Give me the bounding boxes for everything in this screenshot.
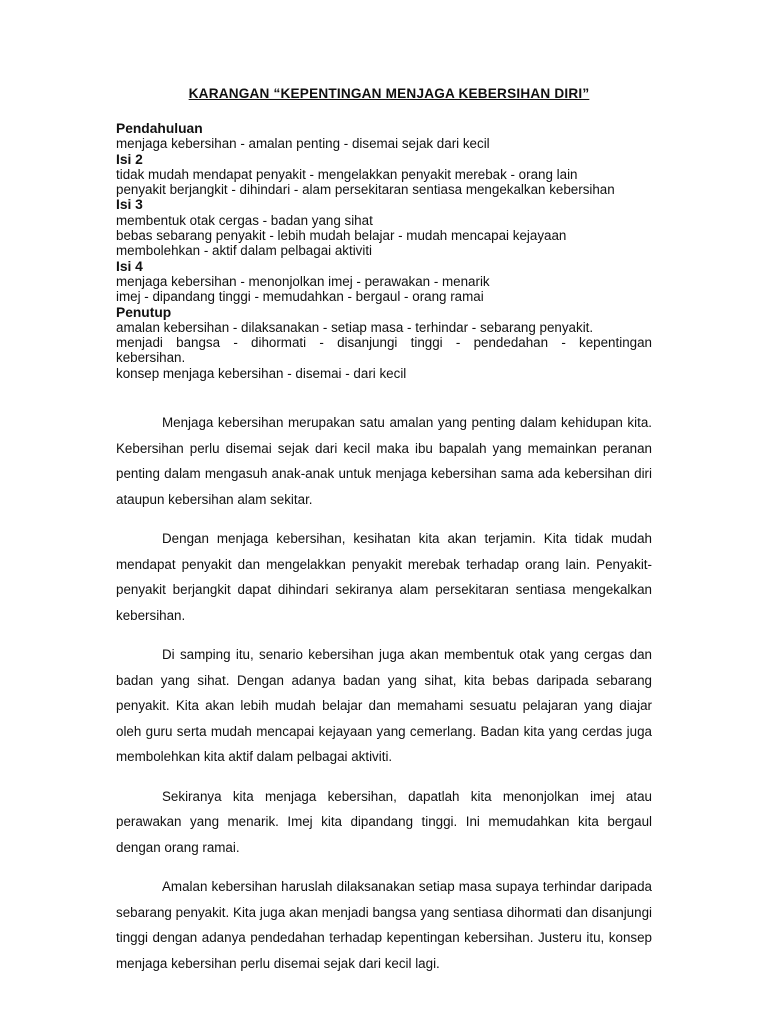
outline-heading: Pendahuluan	[116, 121, 203, 136]
essay-paragraph-introduction: Menjaga kebersihan merupakan satu amalan yang penting dalam kehidupan kita. Kebersihan perlu disemai sejak dari kecil maka ibu bapalah yang memainkan peranan penting dalam mengasuh anak-anak untuk menjaga kebersihan sama ada kebersihan diri ataupun kebersihan alam sekitar.	[116, 415, 652, 507]
outline-heading: Isi 3	[116, 197, 143, 213]
outline-section-isi-3	[116, 197, 652, 258]
outline-section-isi-2	[116, 152, 652, 198]
outline-heading: Isi 2	[116, 151, 143, 167]
essay-paragraph-conclusion: Amalan kebersihan haruslah dilaksanakan setiap masa supaya terhindar daripada sebarang penyakit. Kita juga akan menjadi bangsa yang sentiasa dihormati dan disanjungi tinggi dengan adanya pendedahan terhadap kepentingan kebersihan. Justeru itu, konsep menjaga kebersihan perlu disemai sejak dari kecil lagi.	[116, 879, 652, 971]
essay-title: KARANGAN “KEPENTINGAN MENJAGA KEBERSIHAN DIRI”	[188, 86, 590, 101]
outline-heading: Isi 4	[116, 258, 143, 274]
outline-line: menjaga kebersihan - menonjolkan imej - perawakan - menarik	[116, 273, 490, 289]
outline-line: amalan kebersihan - dilaksanakan - setiap masa - terhindar - sebarang penyakit.	[116, 319, 594, 335]
essay-paragraph: Dengan menjaga kebersihan, kesihatan kita akan terjamin. Kita tidak mudah mendapat penyakit dan mengelakkan penyakit merebak terhadap orang lain. Penyakit-penyakit berjangkit dapat dihindari sekiranya alam persekitaran sentiasa mengekalkan kebersihan.	[116, 531, 652, 623]
outline-heading: Penutup	[116, 304, 172, 320]
outline-line: konsep menjaga kebersihan - disemai - dari kecil	[116, 365, 407, 381]
outline-line: menjadi bangsa - dihormati - disanjungi tinggi - pendedahan - kepentingan	[116, 335, 652, 351]
outline-line: membentuk otak cergas - badan yang sihat	[116, 212, 373, 228]
essay-outline	[116, 121, 652, 381]
essay-body	[116, 410, 652, 976]
outline-line: bebas sebarang penyakit - lebih mudah belajar - mudah mencapai kejayaan	[116, 228, 567, 244]
outline-line: imej - dipandang tinggi - memudahkan - bergaul - orang ramai	[116, 289, 484, 305]
outline-line: membolehkan - aktif dalam pelbagai aktiviti	[116, 243, 373, 259]
outline-line: penyakit berjangkit - dihindari - alam persekitaran sentiasa mengekalkan kebersihan	[116, 182, 615, 198]
outline-line: kebersihan.	[116, 350, 186, 366]
outline-section-pendahuluan	[116, 121, 652, 152]
outline-section-isi-4	[116, 259, 652, 305]
essay-paragraph: Sekiranya kita menjaga kebersihan, dapatlah kita menonjolkan imej atau perawakan yang menarik. Imej kita dipandang tinggi. Ini memudahkan kita bergaul dengan orang ramai.	[116, 788, 652, 855]
outline-section-penutup	[116, 305, 652, 381]
essay-paragraph: Di samping itu, senario kebersihan juga akan membentuk otak yang cergas dan badan yang sihat. Dengan adanya badan yang sihat, kita bebas daripada sebarang penyakit. Kita akan lebih mudah belajar dan memahami sesuatu pelajaran yang diajar oleh guru serta mudah mencapai kejayaan yang cemerlang. Badan kita yang cerdas juga membolehkan kita aktif dalam pelbagai aktiviti.	[116, 647, 652, 765]
outline-line: tidak mudah mendapat penyakit - mengelakkan penyakit merebak - orang lain	[116, 166, 578, 182]
outline-line: menjaga kebersihan - amalan penting - disemai sejak dari kecil	[116, 136, 490, 152]
